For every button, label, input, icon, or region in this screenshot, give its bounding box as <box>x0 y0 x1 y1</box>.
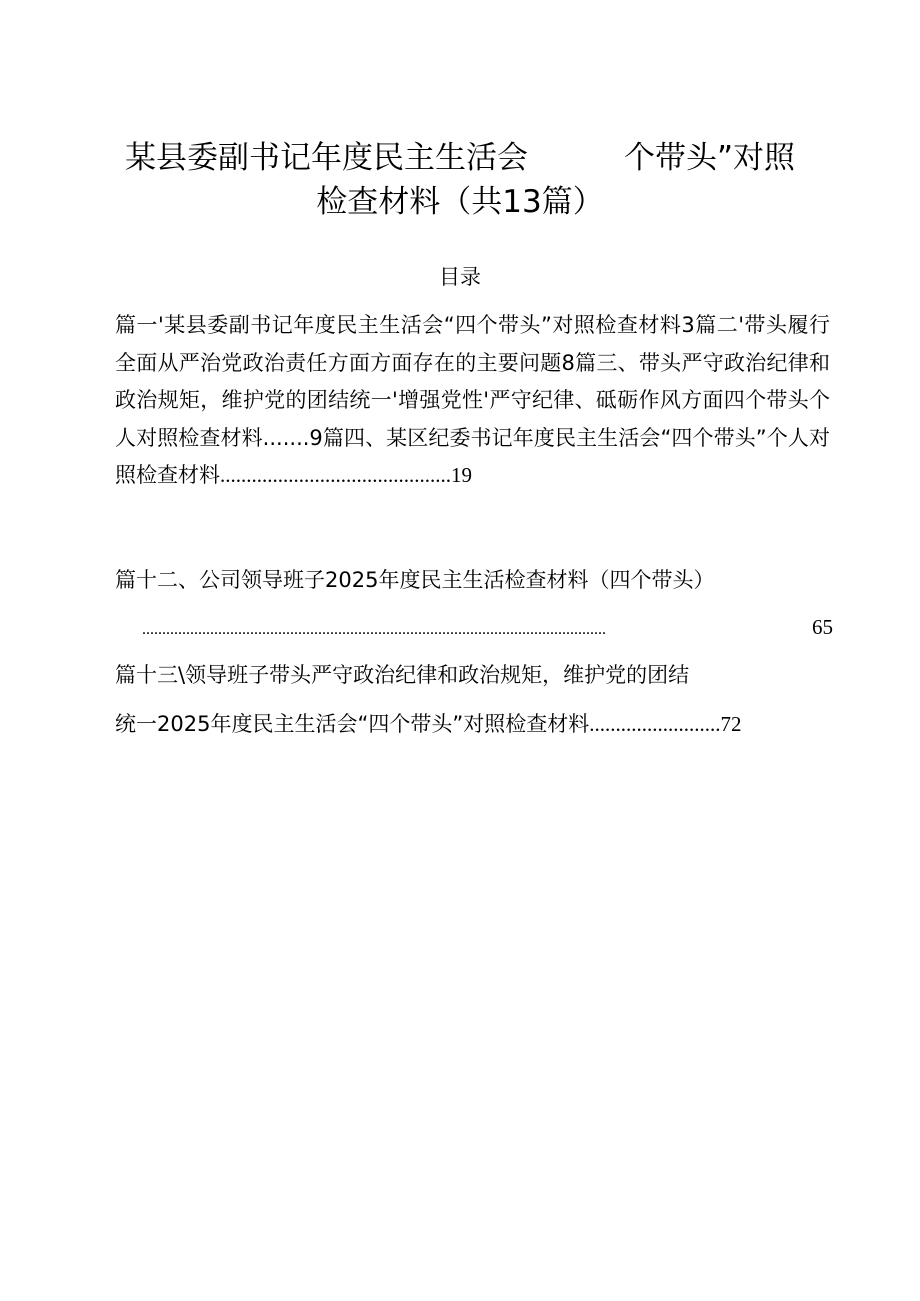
toc-entry-13-line-1: 篇十三\领导班子带头严守政治纪律和政治规矩，维护党的团结 <box>115 663 690 687</box>
toc-entry-block-1-page: 19 <box>451 463 472 487</box>
toc-heading: 目录 <box>439 265 481 289</box>
toc-entry-12 <box>115 565 714 595</box>
toc-entry-13-leader: ......................... <box>589 712 721 736</box>
toc-entry-block-1-leader: ............................................ <box>220 463 451 487</box>
toc-entry-block-1-text: 篇一'某县委副书记年度民主生活会“四个带头”对照检查材料3篇二'带头履行全面从严治党政治责任方面方面存在的主要问题8篇三、带头严守政治纪律和政治规矩，维护党的团结统一'增强党性'严守纪律、砥砺作风方面四个带头个人对照检查材料.......9篇四、某区纪委书记年度民主生活会“四个带头”个人对照检查材料 <box>115 313 830 487</box>
toc-entry-block-1 <box>115 307 830 495</box>
document-title-line-2: 检查材料（共13篇） <box>316 184 604 220</box>
toc-entry-13-page: 72 <box>720 712 742 736</box>
toc-entry-12-leader: .................................................................................................................... <box>142 621 606 638</box>
title-part-2: 个带头”对照 <box>623 140 796 176</box>
toc-entry-12-text: 篇十二、公司领导班子2025年度民主生活检查材料（四个带头） <box>115 568 715 592</box>
toc-entry-13-line-2 <box>115 709 741 739</box>
toc-entry-13-text: 统一2025年度民主生活会“四个带头”对照检查材料 <box>115 712 590 736</box>
document-title-line-1 <box>0 138 920 178</box>
title-part-1: 某县委副书记年度民主生活会 <box>124 140 528 176</box>
toc-entry-12-leader-row <box>142 612 833 642</box>
toc-entry-12-page: 65 <box>812 615 833 639</box>
